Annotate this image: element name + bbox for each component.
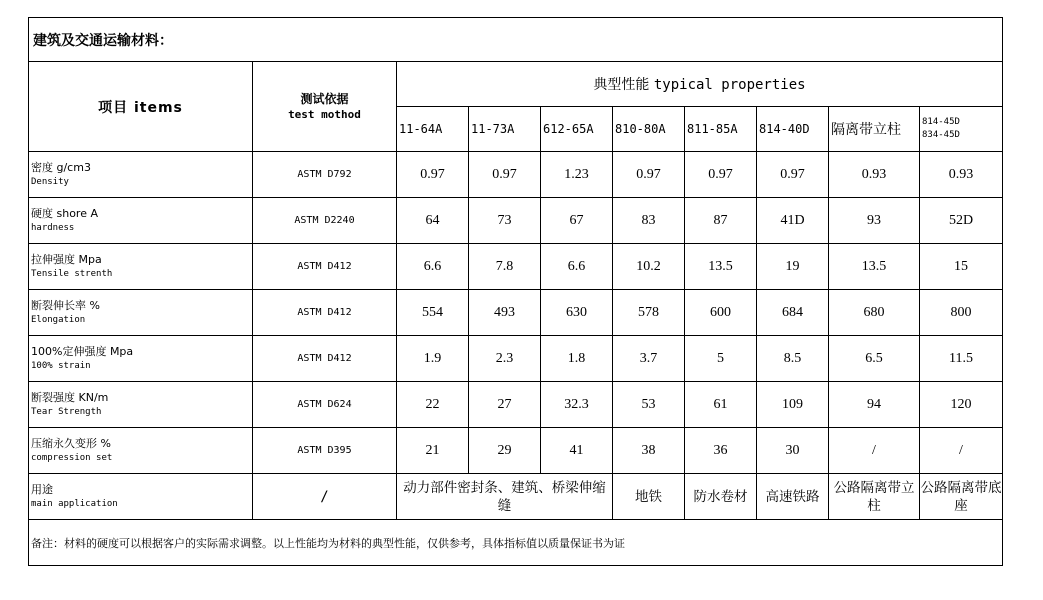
row-label — [29, 336, 253, 382]
value-cell: 41 — [541, 428, 613, 474]
value-cell: 2.3 — [469, 336, 541, 382]
test-method-cell: ASTM D395 — [253, 428, 397, 474]
usage-cell: 防水卷材 — [685, 474, 757, 520]
row-label-cn: 断裂伸长率 % — [31, 298, 100, 312]
usage-method: / — [253, 474, 397, 520]
usage-cell: 公路隔离带立柱 — [829, 474, 920, 520]
row-label-en: compression set — [31, 452, 113, 463]
header-method-cn: 测试依据 — [300, 91, 349, 106]
value-cell: 630 — [541, 290, 613, 336]
value-cell: / — [829, 428, 920, 474]
value-cell: 0.97 — [685, 152, 757, 198]
usage-cell: 动力部件密封条、建筑、桥梁伸缩缝 — [397, 474, 613, 520]
value-cell: 109 — [757, 382, 829, 428]
test-method-cell: ASTM D412 — [253, 244, 397, 290]
value-cell: 41D — [757, 198, 829, 244]
test-method-cell: ASTM D412 — [253, 336, 397, 382]
test-method-cell: ASTM D624 — [253, 382, 397, 428]
row-label-en: Density — [31, 176, 69, 187]
test-method-cell: ASTM D792 — [253, 152, 397, 198]
value-cell: 53 — [613, 382, 685, 428]
value-cell: 6.5 — [829, 336, 920, 382]
value-cell: 120 — [920, 382, 1003, 428]
value-cell: 554 — [397, 290, 469, 336]
row-label — [29, 428, 253, 474]
row-label-cn: 密度 g/cm3 — [31, 160, 91, 174]
value-cell: 27 — [469, 382, 541, 428]
header-test-method — [253, 62, 397, 152]
test-method-cell: ASTM D2240 — [253, 198, 397, 244]
value-cell: 493 — [469, 290, 541, 336]
row-label-en: 100% strain — [31, 360, 91, 371]
value-cell: 93 — [829, 198, 920, 244]
value-cell: 0.97 — [757, 152, 829, 198]
model-header: 811-85A — [685, 107, 757, 152]
value-cell: 94 — [829, 382, 920, 428]
value-cell: 0.97 — [397, 152, 469, 198]
value-cell: 52D — [920, 198, 1003, 244]
row-label-cn: 断裂强度 KN/m — [31, 390, 109, 404]
row-label — [29, 382, 253, 428]
value-cell: 13.5 — [685, 244, 757, 290]
value-cell: 0.97 — [469, 152, 541, 198]
row-label-en: Tensile strenth — [31, 268, 113, 279]
row-label-cn: 压缩永久变形 % — [31, 436, 111, 450]
table-row — [29, 382, 1003, 428]
model-header: 11-73A — [469, 107, 541, 152]
value-cell: 578 — [613, 290, 685, 336]
table-row — [29, 198, 1003, 244]
table-row — [29, 244, 1003, 290]
usage-label-en: main application — [31, 498, 118, 509]
usage-cell: 地铁 — [613, 474, 685, 520]
row-label-cn: 100%定伸强度 Mpa — [31, 344, 134, 358]
value-cell: 6.6 — [397, 244, 469, 290]
row-label-en: Tear Strength — [31, 406, 102, 417]
value-cell: 19 — [757, 244, 829, 290]
value-cell: 1.23 — [541, 152, 613, 198]
value-cell: 73 — [469, 198, 541, 244]
row-label-cn: 拉伸强度 Mpa — [31, 252, 102, 266]
model-last-line: 834-45D — [922, 130, 960, 140]
value-cell: / — [920, 428, 1003, 474]
value-cell: 7.8 — [469, 244, 541, 290]
value-cell: 38 — [613, 428, 685, 474]
header-typical-properties — [397, 62, 1003, 107]
header-typical-cn: 典型性能 — [593, 77, 650, 93]
value-cell: 67 — [541, 198, 613, 244]
header-method-en: test mothod — [288, 107, 361, 121]
table-row — [29, 428, 1003, 474]
model-last-line: 814-45D — [922, 117, 960, 127]
header-typical-en: typical properties — [653, 77, 806, 93]
usage-cell: 公路隔离带底座 — [920, 474, 1003, 520]
header-items: 项目 items — [29, 62, 253, 152]
value-cell: 684 — [757, 290, 829, 336]
value-cell: 32.3 — [541, 382, 613, 428]
value-cell: 11.5 — [920, 336, 1003, 382]
value-cell: 0.97 — [613, 152, 685, 198]
note: 备注：材料的硬度可以根据客户的实际需求调整。以上性能均为材料的典型性能，仅供参考，具体指标值以质量保证书为证 — [29, 520, 1003, 566]
value-cell: 83 — [613, 198, 685, 244]
value-cell: 29 — [469, 428, 541, 474]
row-label-usage — [29, 474, 253, 520]
value-cell: 3.7 — [613, 336, 685, 382]
value-cell: 21 — [397, 428, 469, 474]
model-header: 612-65A — [541, 107, 613, 152]
row-label — [29, 198, 253, 244]
model-header: 814-40D — [757, 107, 829, 152]
value-cell: 15 — [920, 244, 1003, 290]
value-cell: 1.9 — [397, 336, 469, 382]
value-cell: 1.8 — [541, 336, 613, 382]
value-cell: 64 — [397, 198, 469, 244]
value-cell: 6.6 — [541, 244, 613, 290]
value-cell: 30 — [757, 428, 829, 474]
value-cell: 8.5 — [757, 336, 829, 382]
table-title: 建筑及交通运输材料： — [29, 18, 1003, 62]
row-label-en: Elongation — [31, 314, 86, 325]
value-cell: 36 — [685, 428, 757, 474]
usage-cell: 高速铁路 — [757, 474, 829, 520]
row-label — [29, 290, 253, 336]
row-label-cn: 硬度 shore A — [31, 206, 98, 220]
model-header: 810-80A — [613, 107, 685, 152]
value-cell: 61 — [685, 382, 757, 428]
model-header-last — [920, 107, 1003, 152]
value-cell: 13.5 — [829, 244, 920, 290]
value-cell: 10.2 — [613, 244, 685, 290]
value-cell: 600 — [685, 290, 757, 336]
row-label — [29, 244, 253, 290]
test-method-cell: ASTM D412 — [253, 290, 397, 336]
model-header: 隔离带立柱 — [829, 107, 920, 152]
table-row — [29, 290, 1003, 336]
row-label — [29, 152, 253, 198]
value-cell: 22 — [397, 382, 469, 428]
properties-table — [28, 17, 1003, 566]
table-row — [29, 336, 1003, 382]
value-cell: 5 — [685, 336, 757, 382]
table-row — [29, 152, 1003, 198]
value-cell: 0.93 — [829, 152, 920, 198]
value-cell: 800 — [920, 290, 1003, 336]
usage-label-cn: 用途 — [31, 482, 53, 496]
value-cell: 87 — [685, 198, 757, 244]
model-header: 11-64A — [397, 107, 469, 152]
value-cell: 0.93 — [920, 152, 1003, 198]
value-cell: 680 — [829, 290, 920, 336]
row-label-en: hardness — [31, 222, 75, 233]
